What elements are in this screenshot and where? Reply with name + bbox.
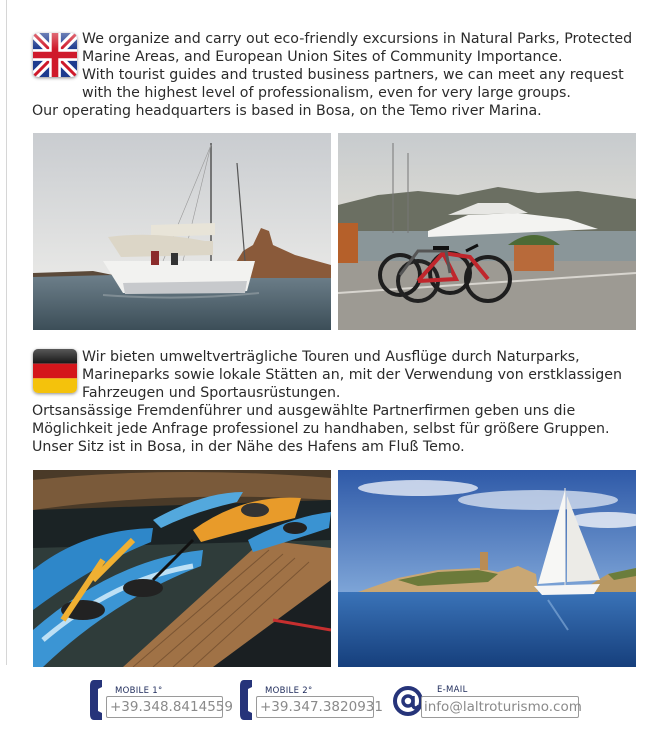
mobile-2-number[interactable]: +39.347.3820931 [256,696,374,718]
german-paragraph-2: Ortsansässige Fremdenführer und ausgewählte Partnerfirmen geben uns die Möglichkeit jede Anfrage professionel zu handhaben, selbst für größere Gruppen. [32,403,610,437]
bicycles-harbor-photo [338,133,636,330]
kayaks-dock-photo [33,470,331,667]
german-paragraph-1: Wir bieten umweltverträgliche Touren und Ausflüge durch Naturparks, Marineparks sowie lokale Stätten an, mit der Verwendung von erstklassigen Fahrzeugen und Sportausrüstungen. [82,349,623,401]
mobile-1-number[interactable]: +39.348.8414559 [106,696,223,718]
mobile-2-label: MOBILE 2° [265,686,313,696]
at-sign-icon [393,684,423,718]
sailboat-coast-photo [338,470,636,667]
english-paragraph-2: With tourist guides and trusted business partners, we can meet any request with the highest level of professionalism, even for very large groups. [82,67,624,101]
mobile-1-label: MOBILE 1° [115,686,163,696]
sailboat-photo [33,133,331,330]
english-description [32,30,650,120]
email-address[interactable]: info@laltroturismo.com [421,696,579,718]
left-divider-line [6,0,7,665]
english-paragraph-1: We organize and carry out eco-friendly excursions in Natural Parks, Protected Marine Areas, and European Union Sites of Community Importance. [82,31,633,65]
german-paragraph-3: Unser Sitz ist in Bosa, in der Nähe des Hafens am Fluß Temo. [32,439,465,455]
german-description [32,348,650,456]
email-label: E-MAIL [437,685,468,695]
english-paragraph-2-start [32,66,650,102]
english-paragraph-3: Our operating headquarters is based in Bosa, on the Temo river Marina. [32,103,542,119]
